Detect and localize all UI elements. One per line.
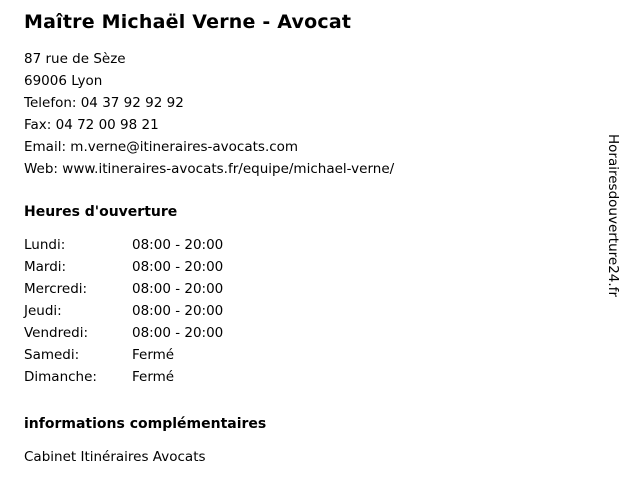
day-hours: 08:00 - 20:00 [132,237,224,253]
day-hours: 08:00 - 20:00 [132,325,224,341]
additional-info-text: Cabinet Itinéraires Avocats [24,449,206,465]
day-hours: Fermé [132,347,175,363]
day-label: Lundi: [24,237,66,253]
contact-email: Email: m.verne@itineraires-avocats.com [24,139,299,155]
opening-hours-table [24,234,292,388]
address-city: 69006 Lyon [24,73,103,89]
table-row [24,234,292,256]
watermark-text: Horairesdouverture24.fr [605,134,621,297]
day-hours: Fermé [132,369,175,385]
day-label: Vendredi: [24,325,89,341]
day-label: Jeudi: [24,303,62,319]
table-row [24,278,292,300]
contact-fax: Fax: 04 72 00 98 21 [24,117,159,133]
day-hours: 08:00 - 20:00 [132,281,224,297]
day-label: Mercredi: [24,281,88,297]
table-row [24,256,292,278]
opening-hours-heading: Heures d'ouverture [24,204,178,220]
table-row [24,344,292,366]
day-label: Dimanche: [24,369,97,385]
day-hours: 08:00 - 20:00 [132,303,224,319]
page-title: Maître Michaël Verne - Avocat [24,11,352,33]
address-street: 87 rue de Sèze [24,51,126,67]
table-row [24,366,292,388]
contact-phone: Telefon: 04 37 92 92 92 [24,95,184,111]
additional-info-heading: informations complémentaires [24,416,267,432]
contact-web: Web: www.itineraires-avocats.fr/equipe/michael-verne/ [24,161,395,177]
business-card [24,10,584,468]
day-label: Mardi: [24,259,67,275]
day-label: Samedi: [24,347,80,363]
watermark [605,0,638,480]
day-hours: 08:00 - 20:00 [132,259,224,275]
table-row [24,322,292,344]
table-row [24,300,292,322]
